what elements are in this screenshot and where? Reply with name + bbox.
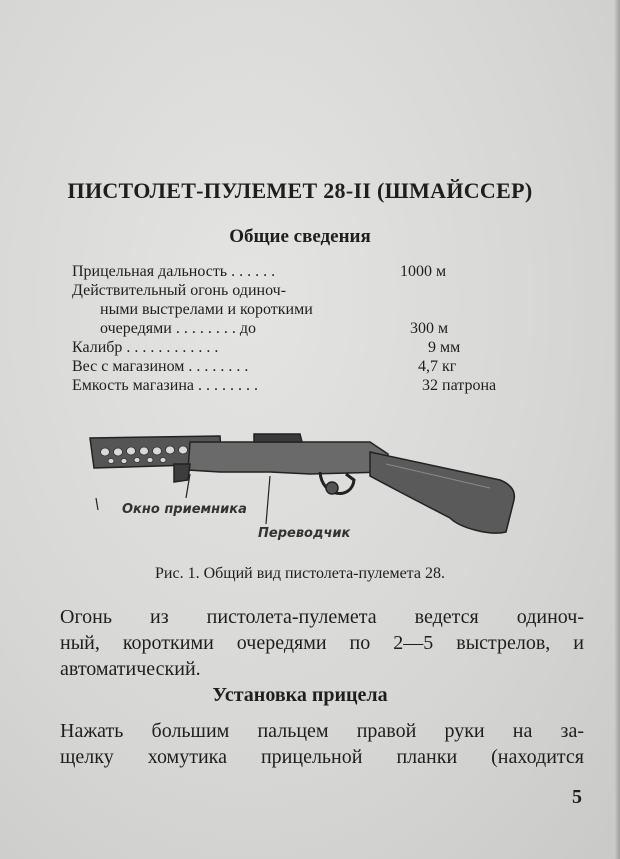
label-window-receiver: Окно приемника <box>122 502 247 517</box>
page-number: 5 <box>572 786 582 808</box>
specs-list <box>72 262 542 395</box>
spec-name: Вес с магазином . . . . . . . . <box>72 358 249 375</box>
section-heading-sight: Установка прицела <box>212 684 388 706</box>
label-fire-selector: Переводчик <box>258 526 351 541</box>
spec-name: Действительный огонь одиноч- <box>72 282 287 299</box>
paragraph-sight-setup <box>60 718 584 770</box>
text-line: Огонь из пистолета-пулемета ведется одиноч- <box>60 606 584 628</box>
spec-row <box>72 357 542 376</box>
spec-value: 4,7 кг <box>418 358 457 375</box>
spec-value: 32 патрона <box>422 377 497 394</box>
spec-row <box>72 319 542 338</box>
spec-row <box>72 376 542 395</box>
text-line: щелку хомутика прицельной планки (находится <box>60 746 584 768</box>
text-line: ный, короткими очередями по 2—5 выстрелов, и <box>60 632 584 654</box>
spec-row <box>72 338 542 357</box>
text-line: автоматический. <box>60 658 201 680</box>
spec-value: 9 мм <box>428 339 461 356</box>
spec-name: Прицельная дальность . . . . . . <box>72 263 276 280</box>
spec-name: очередями . . . . . . . . до <box>100 320 256 337</box>
spec-row <box>72 281 542 300</box>
spec-value: 300 м <box>410 320 449 337</box>
spec-name: Калибр . . . . . . . . . . . . <box>72 339 219 356</box>
spec-name: Емкость магазина . . . . . . . . <box>72 377 258 394</box>
page-edge-shadow <box>614 0 620 859</box>
spec-name: ными выстрелами и короткими <box>100 301 313 318</box>
figure-caption: Рис. 1. Общий вид пистолета-пулемета 28. <box>155 565 445 582</box>
spec-value: 1000 м <box>400 263 447 280</box>
weapon-figure <box>70 428 530 558</box>
paragraph-fire-modes <box>60 604 584 682</box>
page-title: ПИСТОЛЕТ-ПУЛЕМЕТ 28-II (ШМАЙССЕР) <box>67 178 533 203</box>
section-heading-general: Общие сведения <box>229 226 371 247</box>
text-line: Нажать большим пальцем правой руки на за- <box>60 720 584 742</box>
spec-row <box>72 300 542 319</box>
spec-row <box>72 262 542 281</box>
